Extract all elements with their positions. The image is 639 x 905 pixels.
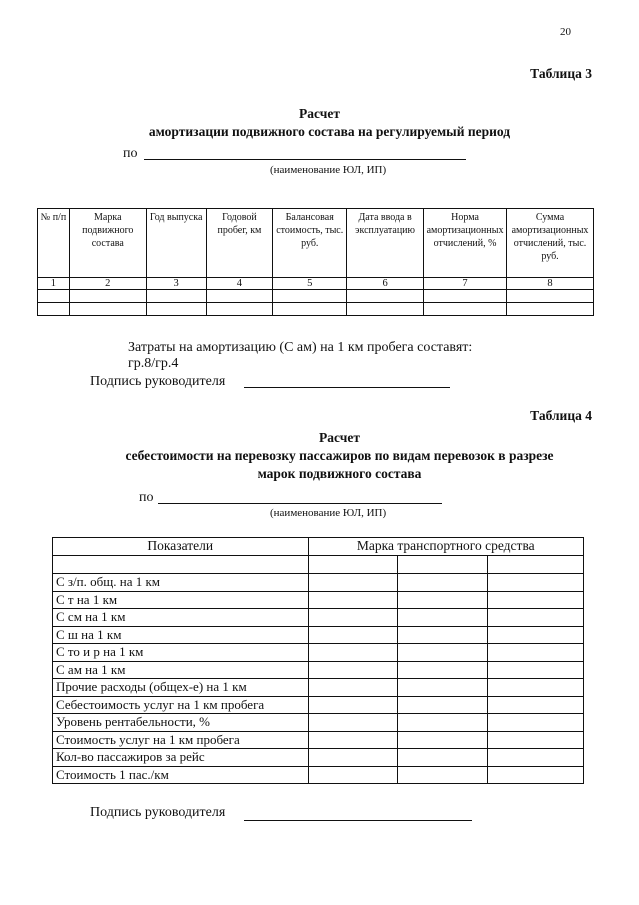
t4-row-label: С то и р на 1 км [53,644,309,662]
table3-label: Таблица 3 [530,66,592,81]
page-number: 20 [560,26,571,38]
t4-row-label: Стоимость 1 пас./км [53,766,309,784]
table3-signature-label: Подпись руководителя [90,374,226,389]
t4-row-label: С см на 1 км [53,609,309,627]
table-row [53,644,584,662]
t4-header-brand: Марка транспортного средства [308,538,583,556]
t3-header-cell: № п/п [38,209,70,278]
table3-subtitle: амортизации подвижного состава на регулируемый период [148,124,511,139]
table4-label: Таблица 4 [530,408,592,423]
t4-row-label: Стоимость услуг на 1 км пробега [53,731,309,749]
table-row [53,591,584,609]
table-row [53,749,584,767]
t3-col-number: 2 [69,278,146,290]
table4-po: по [139,490,154,505]
t3-col-number: 1 [38,278,70,290]
cost-table [52,537,584,784]
t4-row-label: С ш на 1 км [53,626,309,644]
t4-row-label: С з/п. общ. на 1 км [53,574,309,592]
table4-subtitle: себестоимости на перевозку пассажиров по видам перевозок в разрезе [125,448,554,463]
table3-po: по [123,146,138,161]
t3-col-number: 8 [507,278,594,290]
t3-header-cell: Норма амортизационных отчислений, % [424,209,507,278]
depreciation-table [37,208,594,316]
table4-entity-line [158,503,442,504]
table-row [53,626,584,644]
t4-header-indicators: Показатели [53,538,309,556]
t4-subheader-row [53,556,584,574]
t4-row-label: Прочие расходы (общех-е) на 1 км [53,679,309,697]
depreciation-formula: гр.8/гр.4 [128,356,179,371]
table4-signature-label: Подпись руководителя [90,805,226,820]
depreciation-note: Затраты на амортизацию (С ам) на 1 км пробега составят: [128,340,473,355]
table-row [53,714,584,732]
table-row [53,574,584,592]
t3-header-cell: Годовой пробег, км [206,209,273,278]
t3-col-number: 6 [347,278,424,290]
table4-signature-line [244,820,472,821]
t4-row-label: С ам на 1 км [53,661,309,679]
t3-col-number: 3 [146,278,206,290]
t3-col-number: 4 [206,278,273,290]
table-row [53,731,584,749]
table3-entity-line [144,159,466,160]
table4-entity-caption: (наименование ЮЛ, ИП) [270,507,387,519]
t3-header-cell: Год выпуска [146,209,206,278]
table3-entity-caption: (наименование ЮЛ, ИП) [270,164,387,176]
table4-title: Расчет [319,430,360,445]
t3-header-cell: Балансовая стоимость, тыс. руб. [273,209,347,278]
table3-signature-line [244,387,450,388]
t4-row-label: Кол-во пассажиров за рейс [53,749,309,767]
t3-header-cell: Марка подвижного состава [69,209,146,278]
t3-header-cell: Дата ввода в эксплуатацию [347,209,424,278]
table-row [53,766,584,784]
table-row [53,696,584,714]
table3-title: Расчет [299,106,340,121]
table4-subtitle-2: марок подвижного состава [257,466,422,481]
t4-row-label: Себестоимость услуг на 1 км пробега [53,696,309,714]
t3-col-number: 7 [424,278,507,290]
t4-row-label: С т на 1 км [53,591,309,609]
t3-header-cell: Сумма амортизационных отчислений, тыс. руб. [507,209,594,278]
table-row [53,679,584,697]
table-row [53,661,584,679]
t4-row-label: Уровень рентабельности, % [53,714,309,732]
t3-empty-row [38,290,594,303]
t3-empty-row [38,303,594,316]
table-row [53,609,584,627]
t3-col-number: 5 [273,278,347,290]
